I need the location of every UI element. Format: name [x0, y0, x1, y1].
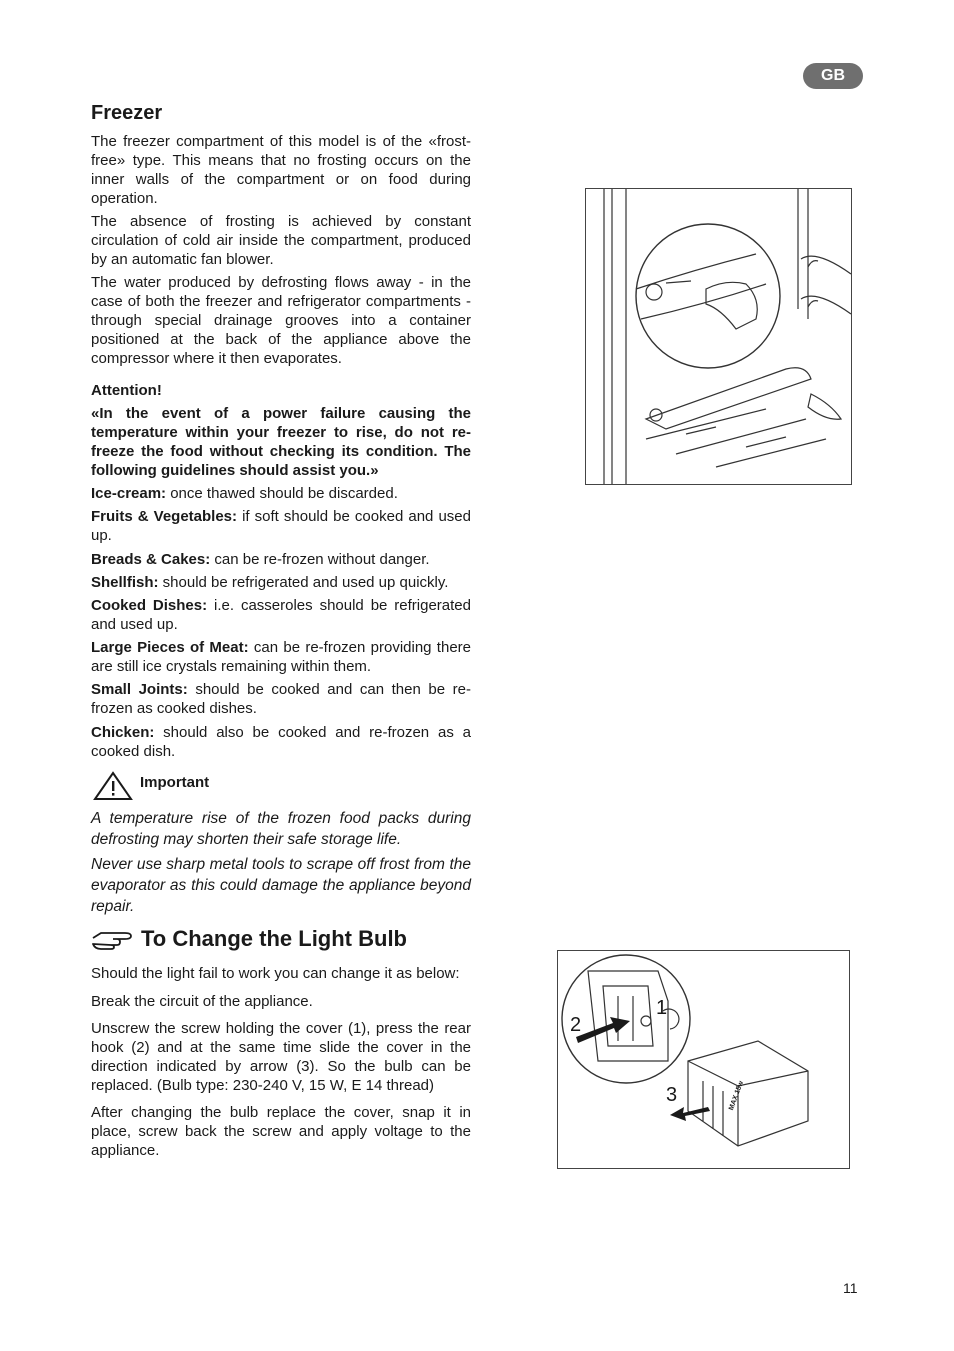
- pointing-hand-icon: [91, 928, 133, 950]
- bulb-paragraph-2: Break the circuit of the appliance.: [91, 993, 313, 1010]
- important-paragraph-1: A temperature rise of the frozen food packs during defrosting may shorten their safe storage life.: [91, 810, 471, 848]
- freezer-paragraph-3: The water produced by defrosting flows away - in the case of both the freezer and refrigerator compartments - through special drainage grooves into a container positioned at the back of the appliance above the compressor where it then evaporates.: [91, 274, 471, 367]
- food-item-text: i.e. casseroles should be refrigerated and used up.: [91, 597, 471, 633]
- food-item-chicken: [91, 723, 471, 761]
- bulb-cover-drawing: [558, 951, 849, 1168]
- bulb-paragraph-3: Unscrew the screw holding the cover (1), press the rear hook (2) and at the same time slide the cover in the direction indicated by arrow (3). So the bulb can be replaced. (Bulb type: 230-240 V, 15 W, E 14 thread): [91, 1020, 471, 1094]
- freezer-paragraph-1: The freezer compartment of this model is of the «frost-free» type. This means that no frosting occurs on the inner walls of the compartment or on food during operation.: [91, 133, 471, 207]
- important-label: Important: [140, 774, 210, 791]
- cover-marking: MAX 15w: [728, 1080, 746, 1112]
- food-item-meat: [91, 638, 471, 676]
- freezer-paragraph-2: The absence of frosting is achieved by constant circulation of cold air inside the compartment, produced by an automatic fan blower.: [91, 213, 471, 268]
- food-item-joints: [91, 680, 471, 718]
- food-item-breads: [91, 550, 471, 569]
- bulb-paragraph-4: After changing the bulb replace the cover, snap it in place, screw back the screw and apply voltage to the appliance.: [91, 1104, 471, 1159]
- callout-2: 2: [570, 1014, 582, 1036]
- food-item-text: should be cooked and can then be re-frozen as cooked dishes.: [91, 681, 471, 717]
- food-item-text: if soft should be cooked and used up.: [91, 508, 471, 544]
- food-item-icecream: [91, 484, 471, 503]
- food-item-shellfish: [91, 573, 471, 592]
- drainage-illustration: [585, 188, 852, 485]
- food-item-label: Ice-cream:: [91, 485, 167, 502]
- callout-3: 3: [666, 1084, 678, 1106]
- food-item-text: should also be cooked and re-frozen as a cooked dish.: [91, 724, 471, 760]
- freezer-section: [91, 101, 471, 125]
- page-number: 11: [843, 1280, 858, 1296]
- important-paragraph-2: Never use sharp metal tools to scrape off frost from the evaporator as this could damage the appliance beyond repair.: [91, 856, 471, 915]
- language-badge: GB: [803, 63, 863, 89]
- drainage-drawing: [586, 189, 851, 484]
- food-item-cooked-dishes: [91, 596, 471, 634]
- food-item-label: Large Pieces of Meat:: [91, 639, 249, 656]
- important-row: [91, 771, 471, 801]
- food-item-label: Chicken:: [91, 724, 155, 741]
- food-item-label: Cooked Dishes:: [91, 597, 208, 614]
- bulb-paragraph-1: Should the light fail to work you can change it as below:: [91, 965, 460, 982]
- food-item-text: once thawed should be discarded.: [166, 485, 398, 502]
- food-item-label: Breads & Cakes:: [91, 551, 211, 568]
- food-item-fruits: [91, 507, 471, 545]
- food-item-label: Fruits & Vegetables:: [91, 508, 238, 525]
- freezer-title: Freezer: [91, 102, 163, 124]
- bulb-heading: [91, 925, 471, 953]
- warning-triangle-icon: [93, 771, 133, 801]
- food-item-label: Small Joints:: [91, 681, 188, 698]
- food-item-text: should be refrigerated and used up quickly.: [158, 574, 449, 591]
- bulb-cover-illustration: [557, 950, 850, 1169]
- food-item-text: can be re-frozen providing there are still ice crystals remaining within them.: [91, 639, 471, 675]
- attention-label: Attention!: [91, 382, 162, 399]
- attention-text: «In the event of a power failure causing the temperature within your freezer to rise, do not re-freeze the food without checking its condition. The following guidelines should assist you.»: [91, 405, 471, 479]
- food-item-text: can be re-frozen without danger.: [210, 551, 430, 568]
- callout-1: 1: [656, 997, 668, 1019]
- bulb-title: To Change the Light Bulb: [141, 926, 407, 951]
- food-item-label: Shellfish:: [91, 574, 159, 591]
